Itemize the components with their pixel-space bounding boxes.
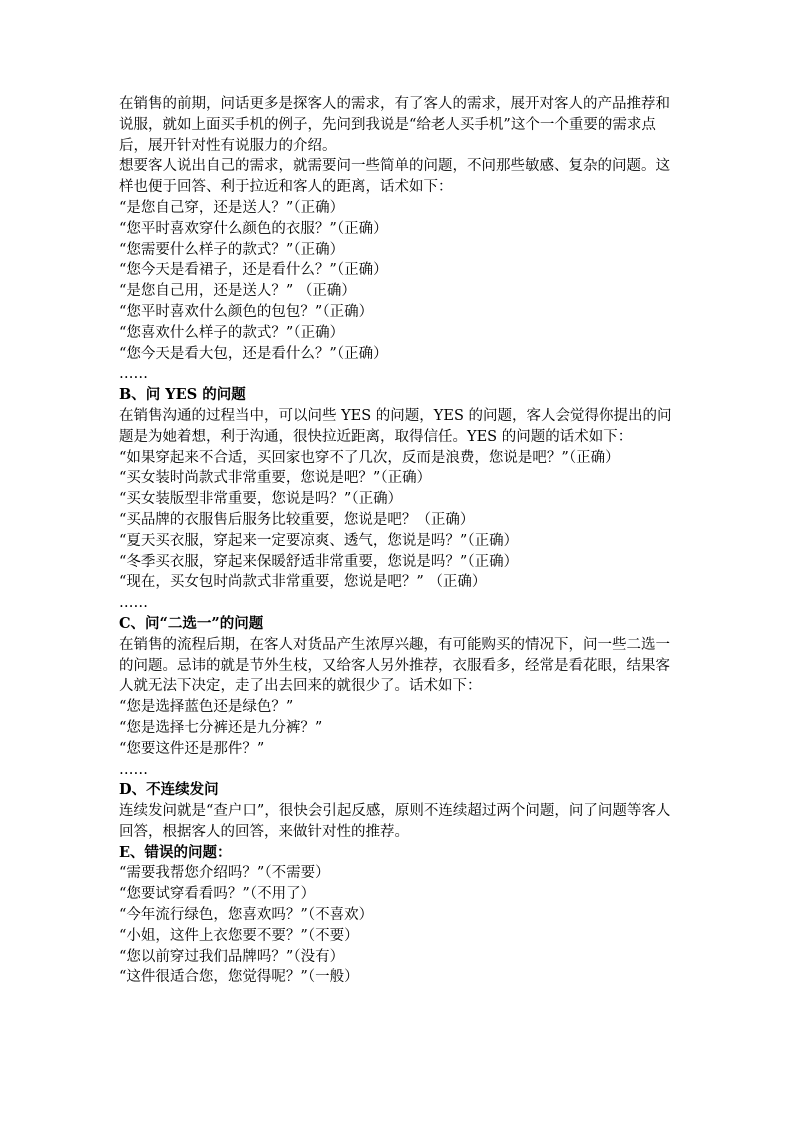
- section-b-heading: B、问 YES 的问题: [119, 386, 246, 404]
- script-line: “您今天是看裙子，还是看什么？”（正确）: [119, 262, 388, 279]
- script-line: “您平时喜欢什么颜色的包包？”（正确）: [119, 303, 374, 320]
- script-line: “买女装时尚款式非常重要，您说是吧？”（正确）: [119, 470, 432, 487]
- script-line: “这件很适合您，您觉得呢？”（一般）: [119, 969, 359, 986]
- script-line: “您要这件还是那件？”: [119, 740, 265, 757]
- script-line: “今年流行绿色，您喜欢吗？”（不喜欢）: [119, 907, 374, 924]
- intro-paragraph-1: 在销售的前期，问话更多是探客人的需求，有了客人的需求，展开对客人的产品推荐和说服，就如上面买手机的例子，先问到我说是“给老人买手机”这个一个重要的需求点后，展开针对性有说服力的介绍。: [119, 96, 670, 154]
- script-line: “您今天是看大包，还是看什么？”（正确）: [119, 345, 388, 362]
- script-line: “小姐，这件上衣您要不要？”（不要）: [119, 927, 359, 944]
- ellipsis: ……: [119, 761, 148, 778]
- section-d-heading: D、不连续发问: [119, 781, 219, 799]
- ellipsis: ……: [119, 595, 148, 612]
- script-line: “是您自己穿，还是送人？”（正确）: [119, 199, 345, 216]
- script-line: “您需要什么样子的款式？”（正确）: [119, 241, 345, 258]
- section-d-paragraph: 连续发问就是“查户口”，很快会引起反感，原则不连续超过两个问题，问了问题等客人回答，根据客人的回答，来做针对性的推荐。: [119, 803, 671, 840]
- script-line: “您是选择蓝色还是绿色？”: [119, 699, 294, 716]
- script-line: “如果穿起来不合适，买回家也穿不了几次，反而是浪费，您说是吧？”（正确）: [119, 449, 620, 466]
- section-c-paragraph: 在销售的流程后期，在客人对货品产生浓厚兴趣，有可能购买的情况下，问一些二选一的问题。忌讳的就是节外生枝，又给客人另外推荐，衣服看多，经常是看花眼，结果客人就无法下决定，走了出去回来的就很少了。话术如下：: [119, 636, 670, 695]
- script-line: “您喜欢什么样子的款式？”（正确）: [119, 324, 345, 341]
- script-line: “需要我帮您介绍吗？”（不需要）: [119, 865, 330, 882]
- script-line: “是您自己用，还是送人？” （正确）: [119, 283, 356, 300]
- ellipsis: ……: [119, 366, 148, 383]
- script-line: “您平时喜欢穿什么颜色的衣服？”（正确）: [119, 220, 388, 237]
- script-line: “您要试穿看看吗？”（不用了）: [119, 886, 316, 903]
- script-line: “您以前穿过我们品牌吗？”（没有）: [119, 948, 345, 965]
- script-line: “买女装版型非常重要，您说是吗？”（正确）: [119, 491, 403, 508]
- script-line: “冬季买衣服，穿起来保暖舒适非常重要，您说是吗？”（正确）: [119, 553, 519, 570]
- script-line: “现在，买女包时尚款式非常重要，您说是吧？” （正确）: [119, 574, 487, 591]
- intro-paragraph-2: 想要客人说出自己的需求，就需要问一些简单的问题，不问那些敏感、复杂的问题。这样也便于回答、利于拉近和客人的距离，话术如下：: [119, 158, 670, 196]
- script-line: “夏天买衣服，穿起来一定要凉爽、透气，您说是吗？”（正确）: [119, 532, 519, 549]
- section-e-heading: E、错误的问题：: [119, 843, 232, 861]
- section-c-heading: C、问“二选一”的问题: [119, 614, 264, 632]
- script-line: “您是选择七分裤还是九分裤？”: [119, 719, 323, 736]
- document-body: [119, 94, 677, 988]
- section-b-paragraph: 在销售沟通的过程当中，可以问些 YES 的问题，YES 的问题，客人会觉得你提出的问题是为她着想，利于沟通，很快拉近距离，取得信任。YES 的问题的话术如下：: [119, 407, 672, 445]
- script-line: “买品牌的衣服售后服务比较重要，您说是吧？（正确）: [119, 511, 475, 528]
